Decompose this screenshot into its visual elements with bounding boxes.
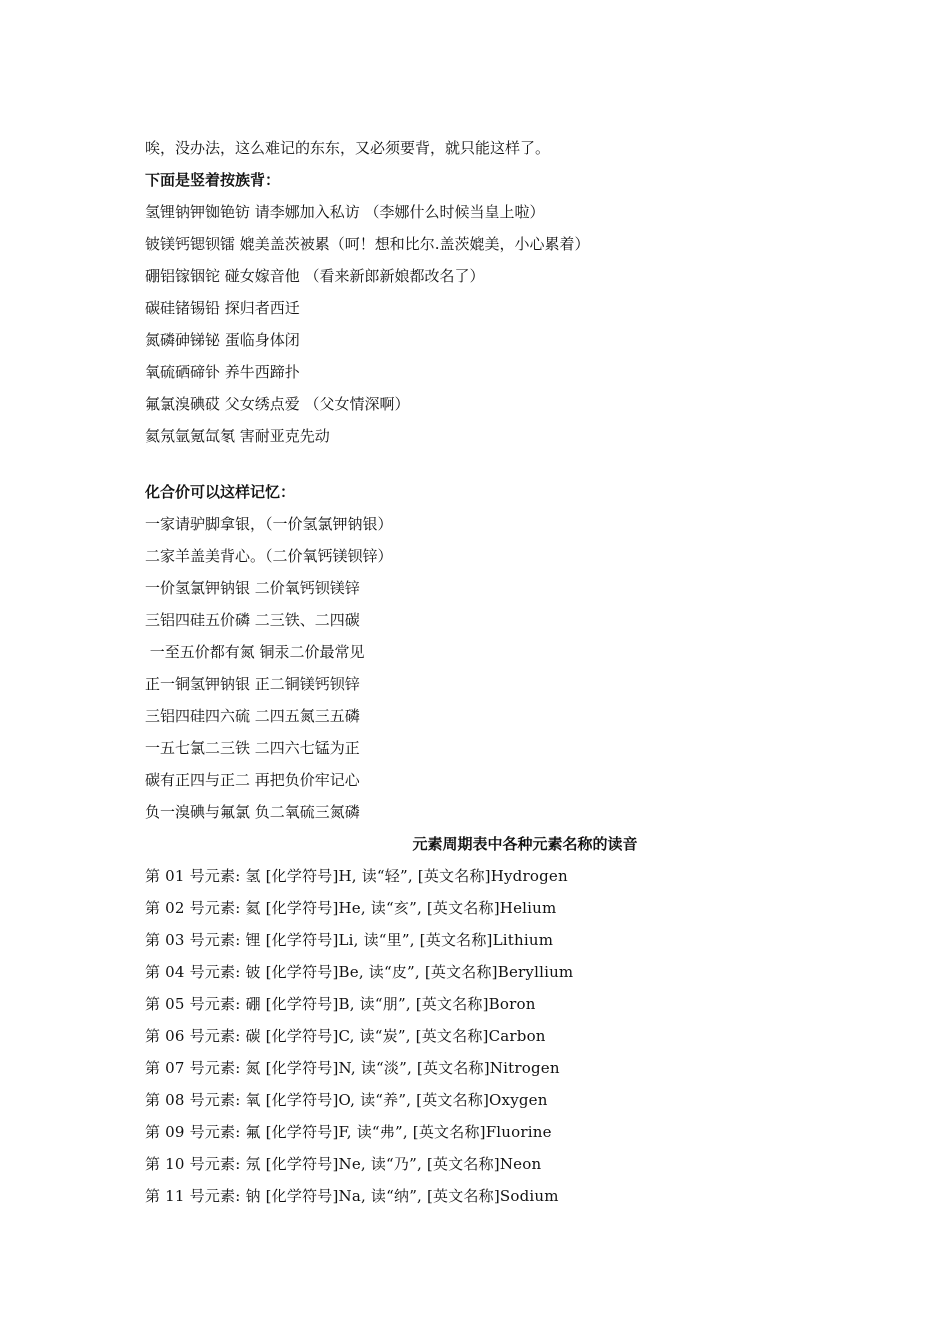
group-line: 铍镁钙锶钡镭 媲美盖茨被累（呵！想和比尔.盖茨媲美，小心累着） bbox=[145, 235, 590, 253]
valence-line: 一家请驴脚拿银，（一价氢氯钾钠银） bbox=[145, 515, 393, 533]
element-line: 第 02 号元素: 氦 [化学符号]He, 读“亥”, [英文名称]Helium bbox=[145, 899, 557, 917]
valence-heading: 化合价可以这样记忆： bbox=[145, 483, 296, 501]
group-line: 氟氯溴碘砹 父女绣点爱 （父女情深啊） bbox=[145, 395, 410, 413]
element-line: 第 06 号元素: 碳 [化学符号]C, 读“炭”, [英文名称]Carbon bbox=[145, 1027, 546, 1045]
group-line: 硼铝镓铟铊 碰女嫁音他 （看来新郎新娘都改名了） bbox=[145, 267, 485, 285]
group-line: 氦氖氩氪氙氡 害耐亚克先动 bbox=[145, 427, 330, 445]
element-line: 第 11 号元素: 钠 [化学符号]Na, 读“纳”, [英文名称]Sodium bbox=[145, 1187, 559, 1205]
valence-line: 二家羊盖美背心。（二价氧钙镁钡锌） bbox=[145, 547, 393, 565]
element-line: 第 09 号元素: 氟 [化学符号]F, 读“弗”, [英文名称]Fluorine bbox=[145, 1123, 552, 1141]
element-line: 第 07 号元素: 氮 [化学符号]N, 读“淡”, [英文名称]Nitrogen bbox=[145, 1059, 560, 1077]
group-line: 氢锂钠钾铷铯钫 请李娜加入私访 （李娜什么时候当皇上啦） bbox=[145, 203, 545, 221]
element-line: 第 05 号元素: 硼 [化学符号]B, 读“朋”, [英文名称]Boron bbox=[145, 995, 536, 1013]
spacer bbox=[145, 452, 825, 476]
valence-line: 负一溴碘与氟氯 负二氧硫三氮磷 bbox=[145, 803, 360, 821]
valence-line: 正一铜氢钾钠银 正二铜镁钙钡锌 bbox=[145, 675, 360, 693]
valence-line: 一五七氯二三铁 二四六七锰为正 bbox=[145, 739, 360, 757]
document-body bbox=[145, 132, 825, 1212]
element-line: 第 10 号元素: 氖 [化学符号]Ne, 读“乃”, [英文名称]Neon bbox=[145, 1155, 542, 1173]
valence-line: 碳有正四与正二 再把负价牢记心 bbox=[145, 771, 360, 789]
valence-line: 一至五价都有氮 铜汞二价最常见 bbox=[145, 643, 365, 661]
element-line: 第 08 号元素: 氧 [化学符号]O, 读“养”, [英文名称]Oxygen bbox=[145, 1091, 548, 1109]
pronunciation-title: 元素周期表中各种元素名称的读音 bbox=[412, 835, 638, 853]
valence-line: 一价氢氯钾钠银 二价氧钙钡镁锌 bbox=[145, 579, 360, 597]
group-line: 氧硫硒碲钋 养牛西蹄扑 bbox=[145, 363, 300, 381]
valence-line: 三铝四硅四六硫 二四五氮三五磷 bbox=[145, 707, 360, 725]
group-line: 碳硅锗锡铅 探归者西迁 bbox=[145, 299, 300, 317]
valence-line: 三铝四硅五价磷 二三铁、二四碳 bbox=[145, 611, 360, 629]
intro-text: 唉，没办法，这么难记的东东，又必须要背，就只能这样了。 bbox=[145, 139, 551, 157]
groups-heading: 下面是竖着按族背： bbox=[145, 171, 281, 189]
element-line: 第 04 号元素: 铍 [化学符号]Be, 读“皮”, [英文名称]Beryllium bbox=[145, 963, 574, 981]
group-line: 氮磷砷锑铋 蛋临身体闭 bbox=[145, 331, 300, 349]
element-line: 第 03 号元素: 锂 [化学符号]Li, 读“里”, [英文名称]Lithium bbox=[145, 931, 554, 949]
element-line: 第 01 号元素: 氢 [化学符号]H, 读“轻”, [英文名称]Hydrogen bbox=[145, 867, 568, 885]
